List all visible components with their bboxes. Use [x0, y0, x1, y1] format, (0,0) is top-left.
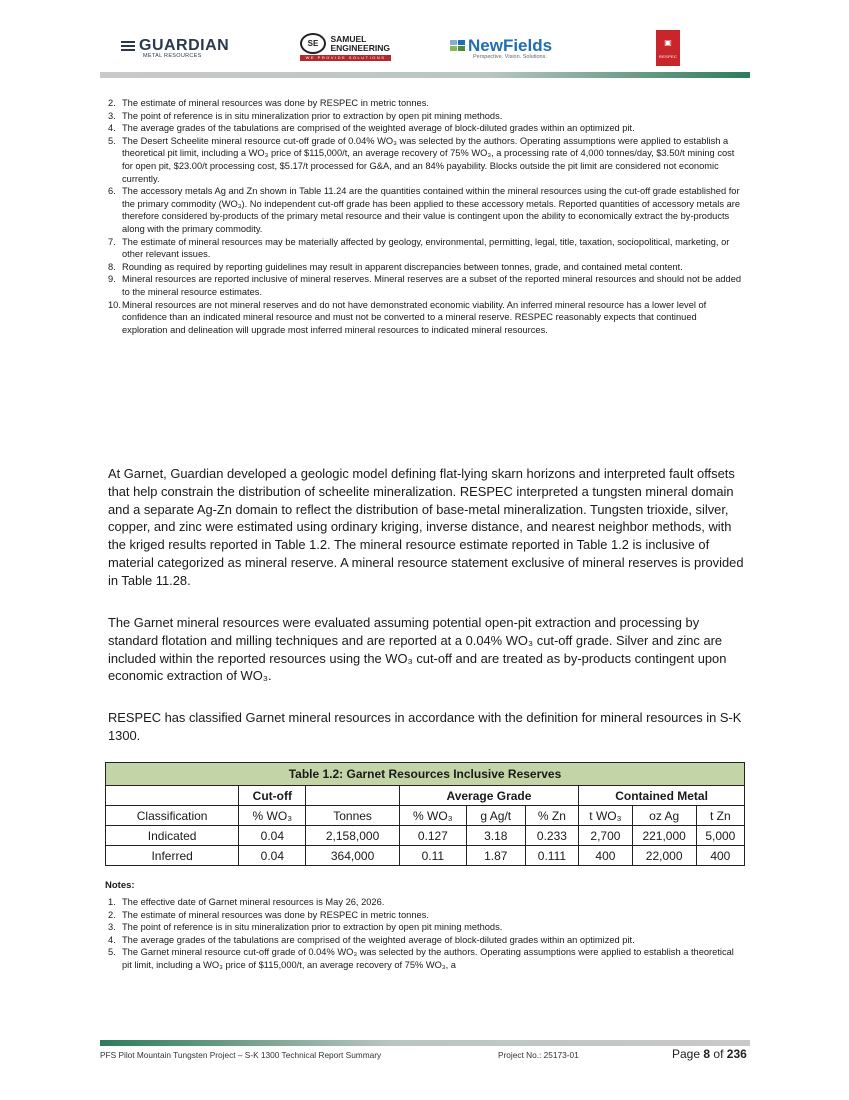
paragraph-garnet-evaluation: The Garnet mineral resources were evaluated assuming potential open-pit extraction and processing by standard flotation and milling techniques and are reported at a 0.04% WO₃ cut-off grade. Silver and zinc are included within the reported resources using the WO₃ cut-off and are treated as by-products contingent upon economic extraction of WO₃. — [108, 615, 727, 684]
note-item: 1. The effective date of Garnet mineral resources is May 26, 2026. — [108, 897, 385, 907]
header-rule — [100, 72, 750, 78]
note-item: 5. The Desert Scheelite mineral resource cut-off grade of 0.04% WO₃ was selected by the authors. Operating assumptions were applied to establish a theoretical pit limit, including a WO₃ price of $115,000/t, an average recovery of 75% WO₃, a processing rate of 4,000 tonnes/day, $3.50/t mining cost for open pit, $23.00/t processing cost, $5.17/t processed for G&A, and an 84% payability. Blocks outside the pit limit are considered not economic currently. — [108, 135, 735, 184]
table-cell: Inferred — [106, 846, 239, 866]
group-header-metal: Contained Metal — [579, 786, 745, 806]
table-cell: 2,158,000 — [306, 826, 399, 846]
notes-list-bottom — [108, 896, 744, 972]
column-header: t WO₃ — [579, 806, 633, 826]
garnet-resources-table — [105, 762, 745, 866]
table-cell: 0.111 — [525, 846, 579, 866]
footer-report-title: PFS Pilot Mountain Tungsten Project – S-K 1300 Technical Report Summary — [100, 1050, 382, 1060]
page-header — [0, 0, 849, 80]
group-header-cutoff: Cut-off — [239, 786, 306, 806]
table-cell: 5,000 — [696, 826, 744, 846]
column-header: % WO₃ — [239, 806, 306, 826]
note-item: 6. The accessory metals Ag and Zn shown in Table 11.24 are the quantities contained within the mineral resources using the cut-off grade established for the primary commodity (WO₃). No independent cut-off grade has been applied to these accessory metals. Reported quantities of accessory metals are therefore considered by-products of the primary metal resource and their value is contingent upon the ability to economically extract the by-products along with the primary commodity. — [108, 186, 741, 234]
column-header: % Zn — [525, 806, 579, 826]
table-row — [106, 826, 745, 846]
note-item: 5. The Garnet mineral resource cut-off grade of 0.04% WO₃ was selected by the authors. Operating assumptions were applied to establish a theoretical pit limit, including a WO₃ price of $115,000/t, an average recovery of 75% WO₃, a — [108, 947, 734, 970]
samuel-mark: SE — [300, 33, 326, 54]
guardian-logo — [121, 37, 229, 59]
guardian-name: GUARDIAN — [139, 37, 230, 54]
respec-logo — [656, 30, 680, 66]
table-cell: 364,000 — [306, 846, 399, 866]
note-item: 7. The estimate of mineral resources may be materially affected by geology, environmental, permitting, legal, title, taxation, sociopolitical, marketing, or other relevant issues. — [108, 236, 730, 260]
guardian-bars-icon — [121, 39, 135, 53]
samuel-name-1: SAMUEL — [330, 33, 367, 44]
table-row — [106, 846, 745, 866]
table-cell: 3.18 — [466, 826, 525, 846]
note-item: 9. Mineral resources are reported inclusive of mineral reserves. Mineral reserves are a subset of the reported mineral resources and should not be added to the mineral resource estimates. — [108, 274, 742, 297]
table-cell: 0.04 — [239, 846, 306, 866]
table-cell: 0.11 — [399, 846, 466, 866]
table-cell: 400 — [579, 846, 633, 866]
note-item: 3. The point of reference is in situ mineralization prior to extraction by open pit mining methods. — [108, 110, 503, 121]
respec-glyph-icon: ▣ — [664, 38, 672, 47]
note-item: 10. Mineral resources are not mineral reserves and do not have demonstrated economic viability. An inferred mineral resource has a lower level of confidence than an indicated mineral resource and must not be converted to a mineral reserve. RESPEC reasonably expects that continued exploration and delineation will upgrade most inferred mineral resources to indicated mineral resources. — [108, 299, 707, 335]
table-cell: 2,700 — [579, 826, 633, 846]
column-header: g Ag/t — [466, 806, 525, 826]
column-header: oz Ag — [632, 806, 696, 826]
column-header-row — [106, 806, 745, 826]
group-header-empty — [106, 786, 239, 806]
table-cell: 0.04 — [239, 826, 306, 846]
footer-page-number: Page 8 of 236 — [672, 1047, 747, 1061]
group-header-empty — [306, 786, 399, 806]
guardian-sub: METAL RESOURCES — [143, 53, 202, 59]
paragraph-classification: RESPEC has classified Garnet mineral resources in accordance with the definition for mineral resources in S-K 1300. — [108, 710, 742, 743]
column-header: Classification — [106, 806, 239, 826]
samuel-engineering-logo — [300, 33, 391, 61]
group-header-grade: Average Grade — [399, 786, 578, 806]
note-item: 4. The average grades of the tabulations are comprised of the weighted average of block-diluted grades within an optimized pit. — [108, 123, 635, 134]
table-cell: 1.87 — [466, 846, 525, 866]
table-cell: Indicated — [106, 826, 239, 846]
newfields-squares-icon — [450, 40, 466, 52]
newfields-tagline: Perspective. Vision. Solutions. — [473, 54, 547, 60]
note-item: 2. The estimate of mineral resources was done by RESPEC in metric tonnes. — [108, 98, 429, 108]
newfields-name: NewFields — [468, 36, 553, 55]
note-item: 4. The average grades of the tabulations are comprised of the weighted average of block-diluted grades within an optimized pit. — [108, 934, 635, 945]
table-cell: 0.233 — [525, 826, 579, 846]
table-cell: 221,000 — [632, 826, 696, 846]
footer-rule — [100, 1040, 750, 1046]
table-title: Table 1.2: Garnet Resources Inclusive Reserves — [106, 763, 745, 786]
note-item: 8. Rounding as required by reporting guidelines may result in apparent discrepancies between tonnes, grade, and contained metal content. — [108, 261, 683, 272]
notes-list-top — [108, 97, 744, 336]
resource-table-wrapper — [105, 762, 745, 866]
table-cell: 22,000 — [632, 846, 696, 866]
paragraph-garnet-model: At Garnet, Guardian developed a geologic model defining flat-lying skarn horizons and interpreted fault offsets that help constrain the distribution of scheelite mineralization. RESPEC interpreted a tungsten mineral domain and a separate Ag-Zn domain to reflect the distribution of base-metal mineralization. Tungsten trioxide, silver, copper, and zinc were estimated using ordinary kriging, inverse distance, and nearest neighbor methods, with the kriged results reported in Table 1.2. The mineral resource estimate reported in Table 1.2 is inclusive of material categorized as mineral reserve. A mineral resource statement exclusive of mineral reserves is provided in Table 11.28. — [108, 466, 744, 588]
table-cell: 0.127 — [399, 826, 466, 846]
column-header: % WO₃ — [399, 806, 466, 826]
column-header: Tonnes — [306, 806, 399, 826]
table-cell: 400 — [696, 846, 744, 866]
footer-project-number: Project No.: 25173-01 — [498, 1050, 579, 1060]
newfields-logo — [450, 36, 552, 60]
column-header: t Zn — [696, 806, 744, 826]
respec-word: RESPEC — [658, 54, 678, 59]
notes-label: Notes: — [105, 880, 135, 891]
samuel-tagline: WE PROVIDE SOLUTIONS — [300, 55, 391, 61]
note-item: 2. The estimate of mineral resources was done by RESPEC in metric tonnes. — [108, 909, 429, 920]
samuel-name-2: ENGINEERING — [330, 42, 390, 53]
note-item: 3. The point of reference is in situ mineralization prior to extraction by open pit mining methods. — [108, 922, 503, 933]
